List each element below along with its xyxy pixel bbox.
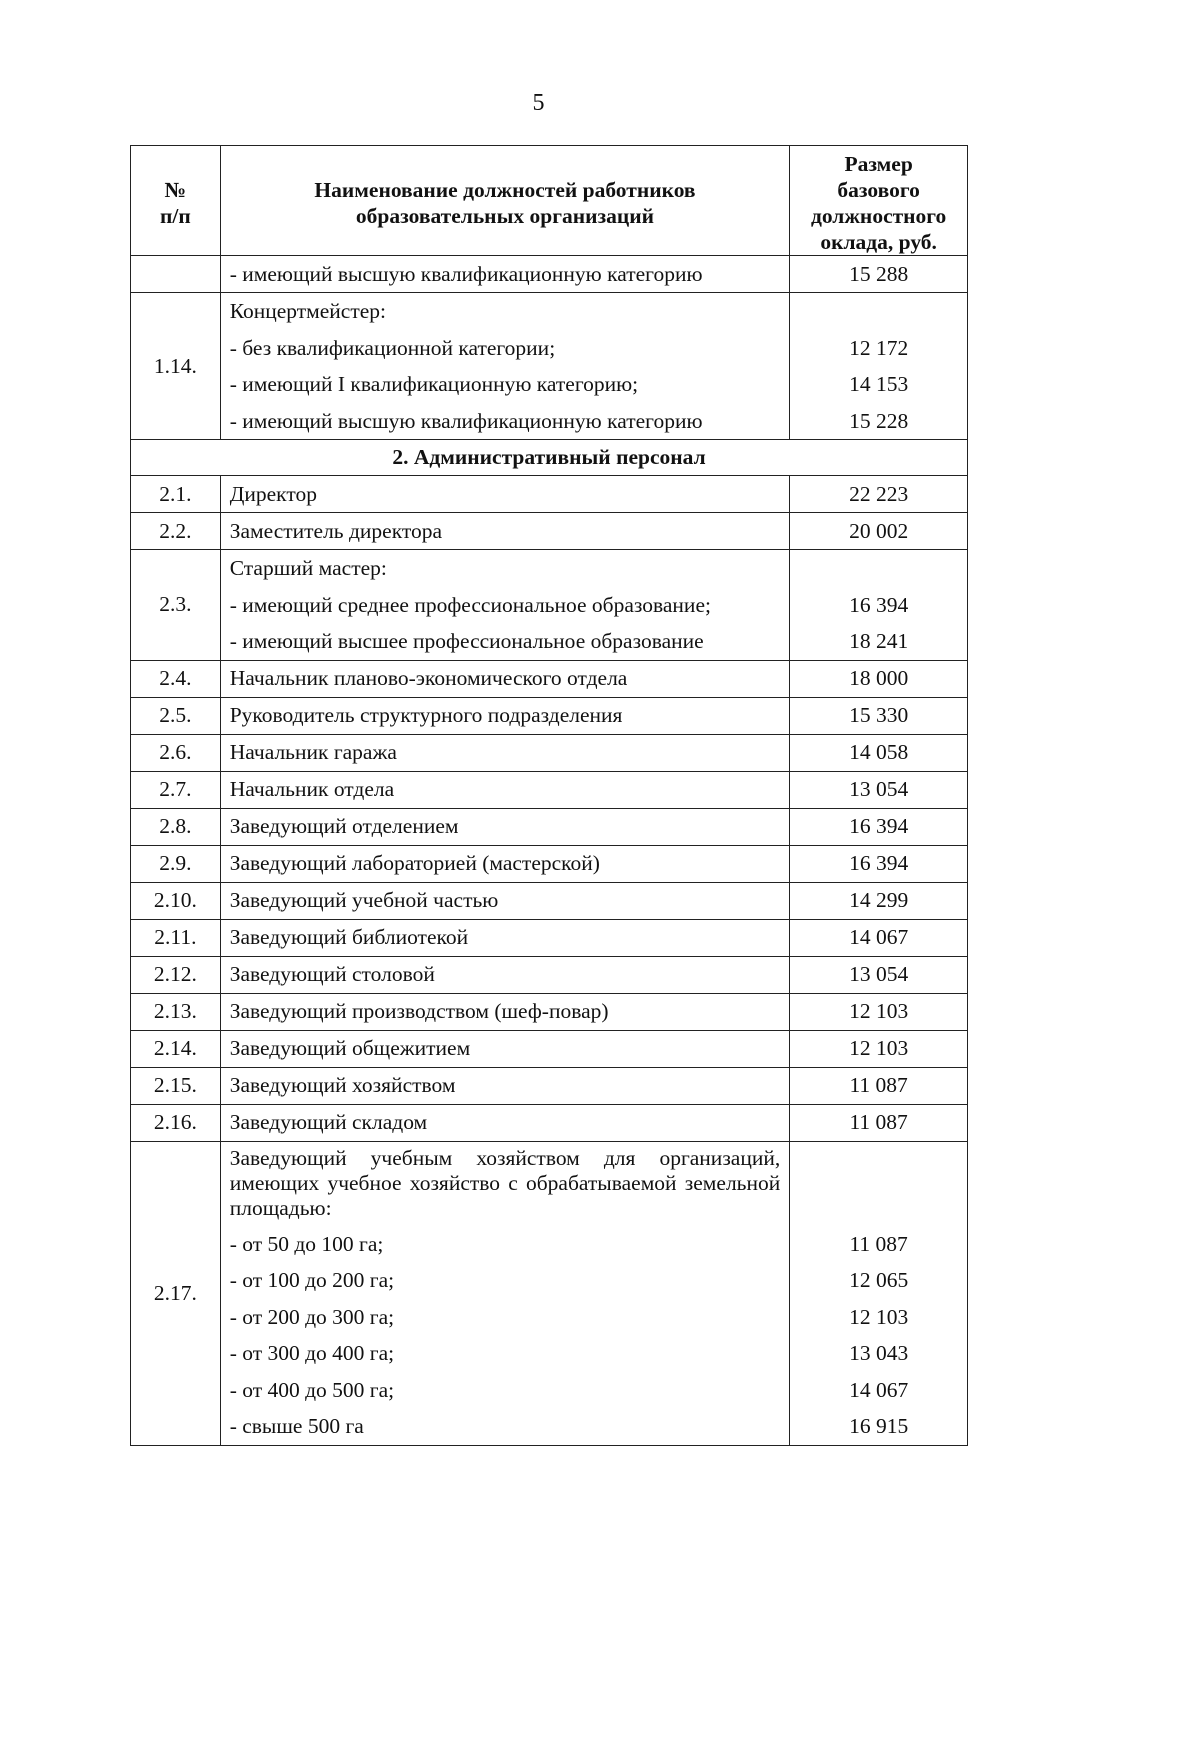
position-name: Заведующий лабораторией (мастерской) [220,845,790,882]
position-name: - имеющий высшую квалификационную категорию [220,256,790,293]
sub-item-name: - имеющий высшее профессиональное образование [229,629,704,653]
position-name: Заведующий учебной частью [220,882,790,919]
section-title: 2. Административный персонал [131,440,968,476]
salary-value: 13 054 [790,771,968,808]
sub-item-value: 14 153 [849,372,909,396]
header-salary [790,146,968,256]
table-row [131,1067,968,1104]
salary-table [130,145,968,1446]
salary-value: 16 394 [790,808,968,845]
position-name: Начальник отдела [220,771,790,808]
table-row [131,513,968,550]
salary-value: 14 299 [790,882,968,919]
salary-value: 14 067 [790,919,968,956]
row-number: 2.9. [131,845,221,882]
row-number: 2.1. [131,476,221,513]
salary-value: 12 103 [790,1030,968,1067]
salary-value-group [790,1141,968,1445]
sub-item-value: 12 172 [849,335,909,360]
salary-value: 11 087 [790,1104,968,1141]
table-row [131,256,968,293]
sub-item-name: - имеющий среднее профессиональное образование; [229,592,711,617]
header-position-line-2: образовательных организаций [355,203,655,228]
sub-item-value: 16 394 [849,592,909,617]
position-name: Начальник планово-экономического отдела [220,660,790,697]
position-name: Заведующий столовой [220,956,790,993]
row-number: 2.10. [131,882,221,919]
row-number: 2.3. [131,550,221,661]
table-row [131,956,968,993]
table-row [131,1104,968,1141]
header-position-line-1: Наименование должностей работников [314,177,696,202]
row-number: 1.14. [131,293,221,440]
position-name: Директор [220,476,790,513]
group-title: Концертмейстер: [229,299,386,323]
sub-item-value: 12 103 [849,1304,909,1329]
salary-value: 11 087 [790,1067,968,1104]
salary-value: 13 054 [790,956,968,993]
sub-item-name: - от 400 до 500 га; [229,1377,395,1402]
table-body [131,256,968,1446]
row-number: 2.7. [131,771,221,808]
salary-value: 12 103 [790,993,968,1030]
header-salary-line-4: оклада, руб. [820,229,937,254]
sub-item-value: 12 065 [849,1268,909,1292]
row-number: 2.12. [131,956,221,993]
table-row [131,1030,968,1067]
sub-item-value: 18 241 [849,629,909,653]
group-title: Заведующий учебным хозяйством для организаций, имеющих учебное хозяйство с обрабатываемой земельной площадью: [229,1145,781,1220]
header-number-line-2: п/п [159,203,191,228]
position-name: Начальник гаража [220,734,790,771]
row-number: 2.11. [131,919,221,956]
row-number: 2.17. [131,1141,221,1445]
table-row [131,476,968,513]
table-row [131,734,968,771]
position-name: Заведующий складом [220,1104,790,1141]
header-position-name [220,146,790,256]
row-number: 2.15. [131,1067,221,1104]
page-number: 5 [532,90,545,116]
sub-item-value: 11 087 [849,1231,908,1256]
row-number: 2.5. [131,697,221,734]
header-number [131,146,221,256]
position-name: Заведующий хозяйством [220,1067,790,1104]
salary-value: 15 288 [790,256,968,293]
sub-item-name: - от 300 до 400 га; [229,1341,395,1365]
salary-value: 14 058 [790,734,968,771]
position-name: Руководитель структурного подразделения [220,697,790,734]
row-number: 2.13. [131,993,221,1030]
table-row [131,808,968,845]
row-number [131,256,221,293]
sub-item-name: - имеющий I квалификационную категорию; [229,372,639,396]
table-row [131,845,968,882]
position-name-group [220,550,790,661]
position-name: Заведующий общежитием [220,1030,790,1067]
value-spacer [790,293,967,330]
table-row-group [131,550,968,661]
header-salary-line-1: Размер [844,151,913,176]
header-salary-line-2: базового [837,177,920,202]
salary-value: 15 330 [790,697,968,734]
sub-item-value: 13 043 [849,1341,909,1365]
row-number: 2.4. [131,660,221,697]
position-name: Заместитель директора [220,513,790,550]
sub-item-name: - свыше 500 га [229,1414,364,1438]
table-row-group [131,293,968,440]
position-name: Заведующий производством (шеф-повар) [220,993,790,1030]
row-number: 2.2. [131,513,221,550]
group-title: Старший мастер: [229,556,387,580]
row-number: 2.6. [131,734,221,771]
row-number: 2.16. [131,1104,221,1141]
sub-item-value: 16 915 [849,1414,909,1438]
table-row [131,919,968,956]
row-number: 2.8. [131,808,221,845]
value-spacer [790,550,967,587]
section-row [131,440,968,476]
table-row [131,697,968,734]
sub-item-value: 14 067 [849,1377,909,1402]
sub-item-name: - имеющий высшую квалификационную категорию [229,408,703,433]
salary-value: 16 394 [790,845,968,882]
salary-value: 18 000 [790,660,968,697]
table-row-group [131,1141,968,1445]
salary-value-group [790,293,968,440]
table-header-row [131,146,968,256]
sub-item-name: - от 100 до 200 га; [229,1268,395,1292]
sub-item-name: - без квалификационной категории; [229,335,556,360]
salary-value: 22 223 [790,476,968,513]
header-number-line-1: № [164,177,187,202]
salary-value: 20 002 [790,513,968,550]
table-row [131,993,968,1030]
position-name: Заведующий отделением [220,808,790,845]
table-row [131,882,968,919]
sub-item-value: 15 228 [849,408,909,433]
row-number: 2.14. [131,1030,221,1067]
position-name-group [220,293,790,440]
value-spacer [790,1142,967,1226]
sub-item-name: - от 200 до 300 га; [229,1304,395,1329]
sub-item-name: - от 50 до 100 га; [229,1231,384,1256]
table-row [131,660,968,697]
position-name: Заведующий библиотекой [220,919,790,956]
table-row [131,771,968,808]
header-salary-line-3: должностного [810,203,947,228]
position-name-group [220,1141,790,1445]
salary-value-group [790,550,968,661]
